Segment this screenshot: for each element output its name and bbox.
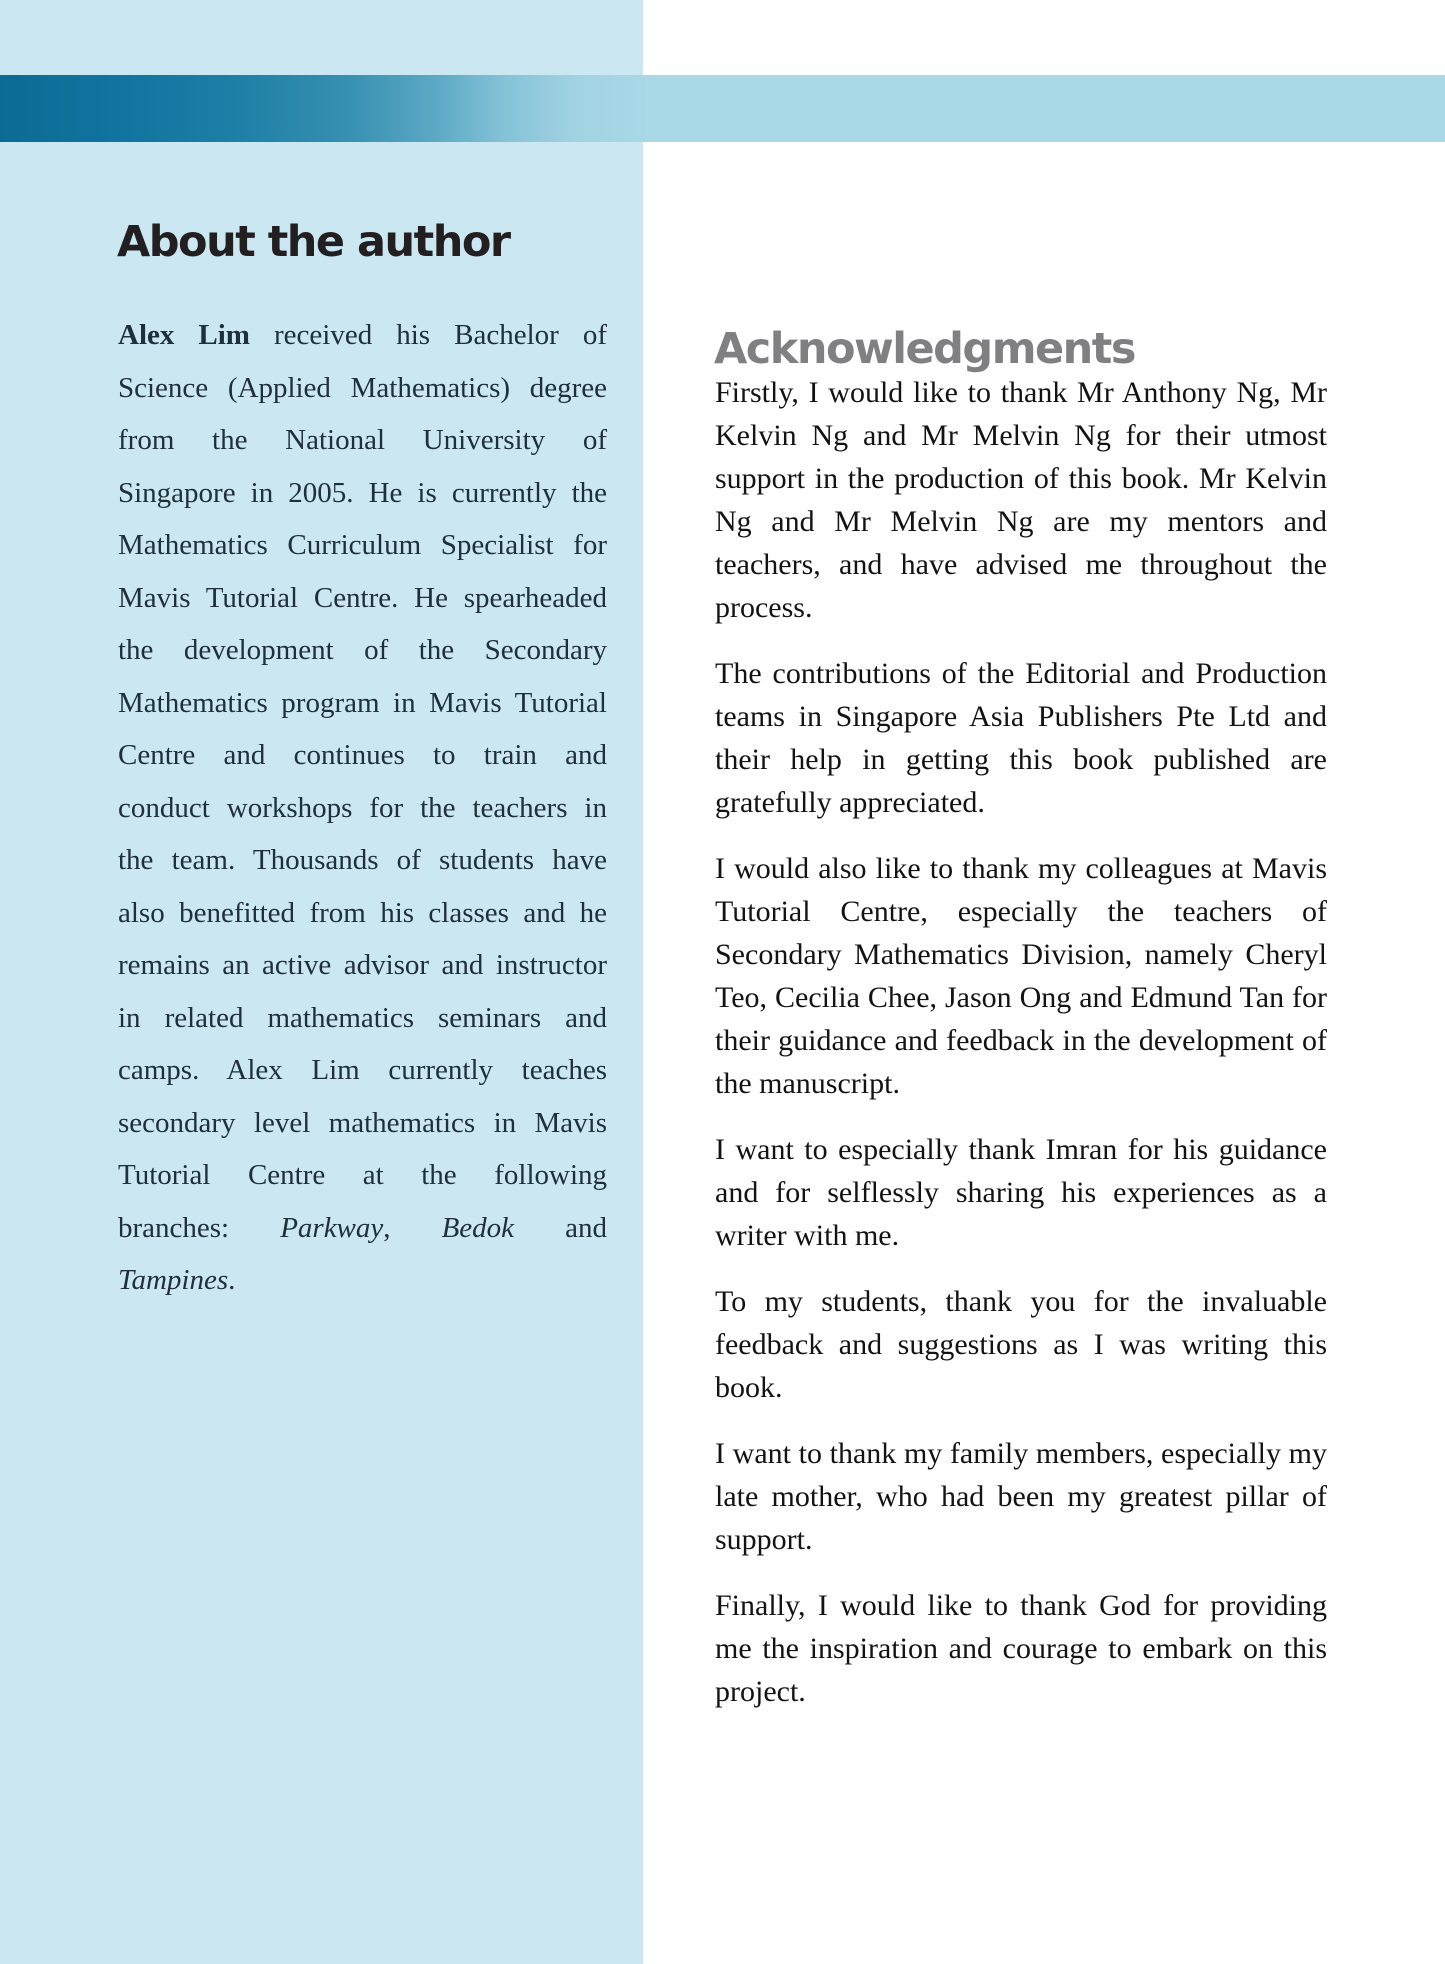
- author-bio-text: received his Bachelor of Science (Applied Mathematics) degree from the National University of Singapore in 2005. He is currently the Mathematics Curriculum Specialist for Mavis Tutorial Centre. He spearheaded the development of the Secondary Mathematics program in Mavis Tutorial Centre and continues to train and conduct workshops for the teachers in the team. Thousands of students have also benefitted from his classes and he remains an active advisor and instructor in related mathematics seminars and camps. Alex Lim currently teaches secondary level mathematics in Mavis Tutorial Centre at the following branches:: [118, 319, 607, 1244]
- acknowledgments-heading: Acknowledgments: [714, 323, 1135, 374]
- about-the-author-paragraph: [118, 309, 607, 1307]
- acknowledgments-paragraph-7: Finally, I would like to thank God for providing me the inspiration and courage to embark on this project.: [715, 1589, 1327, 1708]
- branch-parkway: Parkway: [280, 1211, 384, 1244]
- acknowledgments-paragraph-1: Firstly, I would like to thank Mr Anthony Ng, Mr Kelvin Ng and Mr Melvin Ng for their utmost support in the production of this book. Mr Kelvin Ng and Mr Melvin Ng are my mentors and teachers, and have advised me throughout the process.: [715, 376, 1327, 624]
- acknowledgments-paragraph-4: I want to especially thank Imran for his guidance and for selflessly sharing his experiences as a writer with me.: [715, 1133, 1327, 1252]
- bio-end-period: .: [228, 1264, 236, 1296]
- about-the-author-heading: About the author: [117, 216, 510, 267]
- author-name: Alex Lim: [118, 319, 250, 351]
- acknowledgments-paragraph-3: I would also like to thank my colleagues at Mavis Tutorial Centre, especially the teachers of Secondary Mathematics Division, namely Cheryl Teo, Cecilia Chee, Jason Ong and Edmund Tan for their guidance and feedback in the development of the manuscript.: [715, 852, 1327, 1100]
- top-gradient-bar: [0, 75, 1445, 142]
- branch-separator-2: and: [514, 1211, 607, 1244]
- branch-bedok: Bedok: [441, 1211, 515, 1244]
- acknowledgments-paragraph-2: The contributions of the Editorial and Production teams in Singapore Asia Publishers Pte Ltd and their help in getting this book published are gratefully appreciated.: [715, 657, 1327, 819]
- acknowledgments-paragraph-6: I want to thank my family members, especially my late mother, who had been my greatest pillar of support.: [715, 1437, 1327, 1556]
- branch-separator-1: ,: [383, 1211, 442, 1244]
- acknowledgments-section: [715, 371, 1327, 1736]
- branch-tampines: Tampines: [118, 1264, 229, 1296]
- acknowledgments-paragraph-5: To my students, thank you for the invaluable feedback and suggestions as I was writing this book.: [715, 1285, 1327, 1404]
